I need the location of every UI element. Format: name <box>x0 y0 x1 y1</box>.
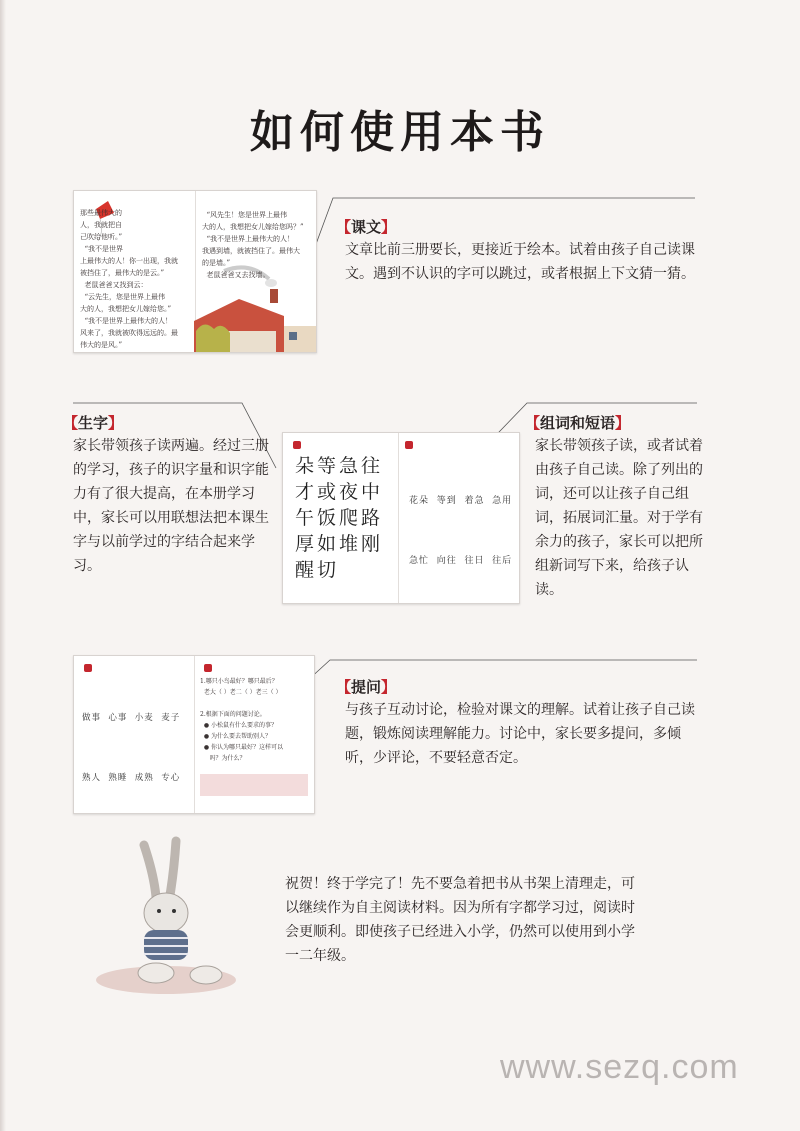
char-row: 醒切 <box>295 559 340 581</box>
section-tiwen-heading: 【提问】 <box>336 678 397 696</box>
question-tag-icon <box>204 664 212 672</box>
section-zuci-heading: 【组词和短语】 <box>525 414 631 432</box>
tree-icon <box>196 324 230 352</box>
closing-paragraph: 祝贺！终于学完了！先不要急着把书从书架上清理走，可以继续作为自主阅读材料。因为所有字都学习过，阅读时会更顺利。即使孩子已经进入小学，仍然可以使用到小学一二年级。 <box>285 876 635 964</box>
section-kewen-body: 文章比前三册要长，更接近于绘本。试着由孩子自己读课文。遇到不认识的字可以跳过，或者根据上下文猜一猜。 <box>345 242 695 282</box>
shengzi-tag-icon <box>293 441 301 449</box>
word-row: 做事 心事 小麦 麦子 <box>82 713 181 723</box>
char-row: 才或夜中 <box>295 481 384 503</box>
question-text: 1.哪只小鸟最好？哪只最后？ 老大（ ）老二（ ）老三（ ） 2.根据下面的问题讨论。 ● 小松鼠有什么要求的事？ ● 为什么要去帮助别人？ ● 你认为哪只最好？这样可以 吗？为什么？ <box>200 678 283 762</box>
characters-thumbnail <box>282 432 520 604</box>
zuci-tag-icon <box>405 441 413 449</box>
section-shengzi-heading: 【生字】 <box>63 414 124 432</box>
section-shengzi-label: 生字 <box>78 414 109 432</box>
word-row: 熟人 熟睡 成熟 专心 <box>82 773 181 783</box>
section-zuci-label: 组词和短语 <box>540 414 616 432</box>
story-thumbnail <box>73 190 317 353</box>
char-row: 午饭爬路 <box>295 507 384 529</box>
word-row: 花朵 等到 着急 急用 <box>409 496 513 506</box>
question-words-list <box>82 668 182 814</box>
char-row: 厚如堆刚 <box>295 533 384 555</box>
question-thumbnail <box>73 655 315 814</box>
story-left-text: 那些最伟大的 人，我就把自 己吹给他听。” “我不是世界 上最伟大的人！你一出现，我就 被挡住了，最伟大的是云。” 老鼠爸爸又找到云： “云先生，您是世界上最伟 大的人，我想把女儿嫁给您。” “我不是世界上最伟大的人！ 风来了，我就被吹得远远的。最 伟大的是风。” <box>80 209 178 349</box>
section-zuci-body: 家长带领孩子读，或者试着由孩子自己读。除了列出的词，还可以让孩子自己组词，拓展词汇量。对于学有余力的孩子，家长可以把所组新词写下来，给孩子认读。 <box>535 438 703 598</box>
word-row: 急忙 向往 往日 往后 <box>409 556 513 566</box>
section-tiwen-label: 提问 <box>351 678 382 696</box>
section-tiwen-body: 与孩子互动讨论，检验对课文的理解。试着让孩子自己读题，锻炼阅读理解能力。讨论中，家长要多提问，多倾听，少评论，不要轻意否定。 <box>345 702 695 766</box>
story-right-text: “风先生！您是世界上最伟 大的人，我想把女儿嫁给您吗？” “我不是世界上最伟大的人！ 我遇到墙，就被挡住了。最伟大 的是墙。” 老鼠爸爸又去找墙。 <box>202 211 304 279</box>
words-list <box>409 451 512 604</box>
watermark: www.sezq.com <box>500 1048 739 1086</box>
question-note-box <box>200 774 308 796</box>
page-title: 如何使用本书 <box>250 107 550 158</box>
characters-grid <box>295 453 395 583</box>
section-kewen-heading: 【课文】 <box>336 218 397 236</box>
section-shengzi-body: 家长带领孩子读两遍。经过三册的学习，孩子的识字量和识字能力有了很大提高，在本册学习中，家长可以用联想法把本课生字与以前学过的字结合起来学习。 <box>73 438 269 574</box>
section-kewen-label: 课文 <box>351 218 382 236</box>
rabbit-icon <box>96 835 276 1005</box>
char-row: 朵等急往 <box>295 455 384 477</box>
